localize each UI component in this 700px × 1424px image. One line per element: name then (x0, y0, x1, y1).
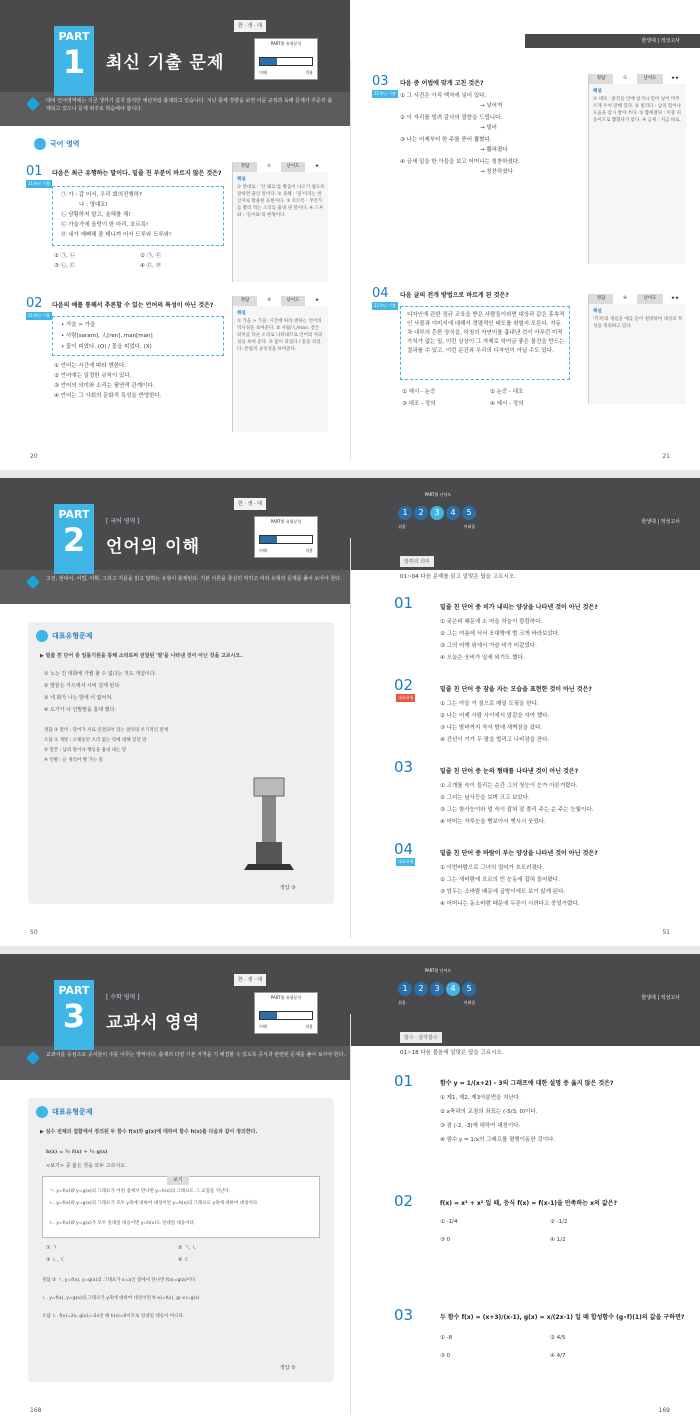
choice[interactable]: ② 언어에는 일정한 규칙이 있다. (54, 373, 132, 379)
choice[interactable]: ① -8 (440, 1335, 453, 1341)
intro-text: 고전, 현대어, 어법, 어휘, 그리고 지문을 읽고 답하는 유형이 출제된다. 기본 이론을 충실히 익히고 여러 유형의 문제를 풀어 보아야 한다. (46, 576, 342, 582)
choice[interactable]: ① -1/4 (440, 1219, 458, 1225)
choice[interactable]: ④ 4/7 (550, 1353, 566, 1359)
card-note: ④ 인발 : 들 정리어 발 가는 말 (44, 758, 104, 763)
brand: 한생대 | 적성고사 (641, 519, 680, 525)
explain-title: 해설 (593, 89, 602, 94)
part-box (54, 26, 94, 96)
card-title (36, 1106, 93, 1118)
brand: 한생대 | 적성고사 (641, 38, 680, 44)
question-number: 03 (394, 758, 414, 776)
part-label: PART (58, 30, 90, 43)
choice[interactable]: ④ 금세 일을 한 아들을 보고 어머니는 칭찬하셨다. (400, 159, 520, 165)
diamond-icon (26, 97, 40, 111)
card-answer: 정답 ② (280, 1365, 296, 1371)
circles-title: PART별 난이도 (424, 968, 452, 973)
example-box (52, 316, 224, 356)
question-text: 다음은 최근 유행하는 말이다. 밑줄 친 부분이 바르지 않은 것은? (52, 170, 222, 177)
choice[interactable]: ④ 예시 - 정의 (490, 401, 524, 407)
question-number: 04 (372, 286, 389, 301)
question-text: 밑줄 친 단어 중 눈의 형태를 나타낸 것이 아닌 것은? (440, 768, 579, 775)
difficulty-label: 난이도 (637, 74, 663, 84)
chapter-title: 언어의 이해 (106, 537, 201, 557)
type-meter (254, 38, 318, 80)
page-number-left: 168 (30, 1407, 42, 1414)
section-head (34, 138, 80, 150)
level-circle: 2 (414, 506, 428, 520)
choice[interactable]: ② 4/5 (550, 1335, 566, 1341)
question-number: 01 (394, 594, 414, 612)
instructions: 01~18 다음 물음에 알맞은 답을 고르시오. (400, 1050, 504, 1056)
question-tag: 21학년 기출 (28, 181, 50, 186)
card-note: 정답 ② ㄱ. y=f(x), y=g(x)의 그래프가 x=a인 점에서 만나면 f(a)=g(a)이다. (42, 1278, 197, 1283)
chapter-tag: [ 수학 영역 ] (106, 994, 140, 1001)
answer-panel (232, 296, 328, 432)
meter-left: 이해 (259, 1024, 267, 1029)
answer-label: 정답 (233, 162, 257, 172)
card-icon (36, 1106, 48, 1118)
question-number: 03 (394, 1306, 414, 1324)
choice[interactable]: ③ 나는 밤비까지 자서 밤에 새벽잠을 잤다. (440, 725, 543, 731)
example-line: ㉣ 내가 예뻐해 줄 테니까 어서 드루와 드루와! (61, 232, 172, 238)
question-text: 두 함수 f(x) = (x+3)/(x-1), g(x) = x/(2x-1) 일 때 합성함수 (g∘f)(1)의 값을 구하면? (440, 1314, 685, 1321)
meter-title: PART별 유형분석 (270, 41, 302, 46)
level-circle: 5 (462, 506, 476, 520)
badge: 한 · 생 · 대 (234, 498, 266, 510)
choice[interactable]: ① 그는 아들 거 침으로 매일 도핑을 한다. (440, 701, 539, 707)
card-option[interactable]: ① ㄱ (46, 1245, 57, 1251)
card-title-label: 대표유형문제 (52, 632, 93, 640)
type-meter (254, 992, 318, 1034)
card-option[interactable]: ② ㄱ, ㄴ (178, 1245, 197, 1251)
explain-text: ① 앞대로 : '안 돼요'를 발음이 나오기 쉽도록 말하면 줄인 말이다. ② 올해 : '올'이라는 한 글자로 활용한 표현이다. ③ 호르륵 : 무언가를 빨리 먹는 소리를 흉내 낸 말이다. ④ 드루와 : '들어와'의 변형이다. (237, 185, 325, 218)
page-number-right: 51 (662, 929, 670, 936)
choice[interactable]: ② 그는 여름에 서서 포대밖에 벌 크게 바라보았다. (440, 631, 560, 637)
explain-text: '키치'의 개념을 예를 들어 설명하며 대상의 특성을 정의하고 있다. (593, 317, 683, 329)
part-box (54, 504, 94, 574)
choice[interactable]: ③ 그는 함사눈이라 멀 숙이 잡혀 잠 풀리 주는 순 주는 눈빛이다. (440, 807, 594, 813)
part-number: 3 (62, 997, 86, 1035)
question-text: 다음 글의 전개 방법으로 바르게 된 것은? (400, 292, 509, 299)
spread-gap (0, 470, 700, 478)
choice[interactable]: ① 언어는 시간에 따라 변한다. (54, 363, 127, 369)
diamond-icon (26, 1051, 40, 1065)
choice[interactable]: ④ 1/2 (550, 1237, 566, 1243)
choice[interactable]: ① 이번바람으로 그녀의 얼어가 흐트러졌다. (440, 865, 544, 871)
choice-fix: → 넣어져 (480, 103, 503, 109)
choice[interactable]: ③ 그의 어깨 위에서 가슬 비가 비같었다. (440, 643, 537, 649)
bogi-title: 보기 (167, 1176, 189, 1185)
level-max: 어려움 (463, 1000, 476, 1005)
brand: 한생대 | 적성고사 (641, 995, 680, 1001)
question-tag: 21학년 기출 (28, 313, 50, 318)
intro-text: 대비 언어영역에는 지금 생각기 쉽지 않지만 예년처럼 출제되고 있습니다. 지난 출제 경향을 보면 어문 규정과 독해 문제가 꾸준히 출제되고 있으니 문제 위주로 학습해야 합니다. (46, 98, 333, 112)
difficulty-label: 난이도 (281, 162, 305, 172)
topic-label: 함수 · 삼각함수 (400, 1032, 442, 1043)
choice[interactable]: ③ 언어의 의미와 소리는 필연적 관계이다. (54, 383, 155, 389)
card-option[interactable]: ④ 도가가 나 인발말을 홀대 했다. (44, 707, 116, 713)
meter-bar (259, 57, 313, 66)
page-divider (350, 60, 351, 460)
card-title-label: 대표유형문제 (52, 1108, 93, 1116)
question-text: 밑줄 친 단어 중 바람이 부는 양상을 나타낸 것이 아닌 것은? (440, 850, 598, 857)
choice-fix: → 뽑혀졌다 (480, 147, 508, 153)
answer-label: 정답 (589, 294, 613, 304)
card-option[interactable]: ② 말끝은 가으에서 시비 걸게 된다. (44, 683, 121, 689)
question-text: 다음의 예를 통해서 추론할 수 있는 언어의 특성이 아닌 것은? (52, 302, 214, 309)
meter-title: PART별 유형분석 (270, 519, 302, 524)
difficulty-stars: ★ (305, 296, 329, 306)
choice[interactable]: ④ 건넌이 기가 두 팔을 벌리고 나비잠을 잔다. (440, 737, 550, 743)
answer-panel (232, 162, 328, 282)
card-formula: h(x) = ½ f(x) + ½ g(x) (46, 1149, 108, 1155)
card-option[interactable]: ④ ㄷ (178, 1257, 189, 1263)
choice[interactable]: ③ 대조 - 정의 (402, 401, 436, 407)
passage-text: 디자인에 관한 정규 교육을 받은 사람들이라면 대상과 같은 흥속적인 사물과 이미지에 대해서 경멸적인 태도를 취할지 모른다. 자동차 내부의 흔한 장식을, 허청의 자연미를 흉내낸 것이 아무런 미적 가치가 없는 일, 이런 상상이 그 자체로 하여금 좋은 물건을 만드는 결과를 수 있고, 이런 문건과 우리의 디자인이 아닐 수도 있다. (407, 312, 565, 354)
card-question: ▶ 밑줄 친 단어 중 일몰기원을 통해 소리로써 전달된 '말'을 나타낸 것이 아닌 것을 고르시오. (40, 653, 243, 659)
difficulty-stars: ★★ (663, 294, 687, 304)
level-circle: 4 (446, 506, 460, 520)
badge: 한 · 생 · 대 (234, 974, 266, 986)
card-note: ② 말끝 : 남의 말이나 행동을 흉내 내는 말 (44, 748, 127, 753)
question-text: 밑줄 친 단어 중 비가 내리는 양상을 나타낸 것이 아닌 것은? (440, 604, 598, 611)
explain-title: 해설 (593, 309, 602, 314)
part-number: 1 (62, 43, 86, 81)
question-number: 03 (372, 74, 389, 89)
choice[interactable]: ② 이 자리를 빌려 감사의 말씀을 드립니다. (400, 115, 503, 121)
choice[interactable]: ③ 0 (440, 1353, 451, 1359)
card-question-2: <보기> 중 옳은 것을 모두 고르시오. (46, 1163, 127, 1169)
part-number: 2 (62, 521, 86, 559)
example-line: ㉡ 당황하지 말고, 올해를 해! (61, 212, 131, 218)
card-note: 오답 ① 게말 : 오랫동안 소리 없는 것에 대해 있던 말 (44, 738, 147, 743)
part-label: PART (58, 508, 90, 521)
choice[interactable]: ④ 어머니는 동소바람 때문에 두른이 시려다고 중얼거렸다. (440, 901, 580, 907)
choice[interactable]: ② -1/2 (550, 1219, 568, 1225)
chapter-title: 교과서 영역 (106, 1013, 201, 1033)
meter-left: 이해 (259, 70, 267, 75)
difficulty-label: 난이도 (637, 294, 663, 304)
question-tag: 대표유형 (398, 695, 414, 700)
example-card (28, 1098, 334, 1382)
level-circle: 4 (446, 982, 460, 996)
section-label: 국어 영역 (50, 140, 80, 148)
explain-title: 해설 (237, 177, 246, 182)
level-min: 쉬움 (398, 524, 406, 529)
question-number: 04 (394, 840, 414, 858)
answer-panel (588, 74, 686, 264)
question-text: 다음 중 어법에 맞게 고친 것은? (400, 80, 484, 87)
trophy-illustration (238, 772, 298, 872)
explain-text: ① 세다 : 물건을 안에 넣거나 밀어 넣어 머무르게 두어 말해 있다. ② 빌리다 : 남의 힘이나 도움을 잠시 받아 쓰다. ③ 뽑혀졌다 : 이중 피동이므로 뽑혔다가 맞다. ④ 금세 : 지금 바로. (593, 97, 681, 123)
part-box (54, 980, 94, 1050)
page-divider (350, 1014, 351, 1414)
question-tag: 대표유형 (398, 859, 414, 864)
badge: 한 · 생 · 대 (234, 20, 266, 32)
level-circle: 3 (430, 982, 444, 996)
choice[interactable]: ② 그는 새바람에 흐르의 빈 눈동에 잡혀 들어왔다. (440, 877, 560, 883)
choice[interactable]: ② ㉠, ㉢ (140, 253, 162, 259)
brand-strip (525, 34, 700, 48)
choice[interactable]: ② x축과의 교점의 좌표는 (-5/3, 0)이다. (440, 1109, 538, 1115)
example-line: • 가을 > 가을 (61, 322, 96, 328)
card-note: 오답 ㄷ. f(x)=2x, g(x)=-2x일 때 h(x)=0이므로 일대일 대응이 아니다. (42, 1314, 185, 1319)
spread-2 (0, 478, 700, 946)
level-circle: 5 (462, 982, 476, 996)
spread-gap (0, 946, 700, 954)
passage-box (400, 306, 570, 380)
card-option[interactable]: ③ 네 화가 나는 말에 이 없어져. (44, 695, 113, 701)
explain-text: ① 가을 > 가을: 시간에 따라 변하는 언어의 역사성을 보여준다. ② 사람/人/man: 같은 의미를 다른 소리로 나타내므로 언어의 자의성을 보여 준다. ③ 꽃이 피었다 / 꽃을 피었다: 문법적 규칙성을 보여준다. (237, 319, 323, 352)
bogi-line: ㄴ. y=f(x)와 y=g(x)의 그래프가 모두 y축에 대하여 대칭이면 y=h(x)의 그래프도 y축에 대하여 대칭이다. (49, 1201, 259, 1206)
example-box (52, 186, 224, 246)
choice-fix: → 빌어 (480, 125, 497, 131)
difficulty-stars: ★ (305, 162, 329, 172)
choice-fix: → 칭찬하셨다 (480, 169, 513, 175)
card-title (36, 630, 93, 642)
choice[interactable]: ① 예시 - 논증 (402, 389, 436, 395)
question-text: f(x) = x³ + x² 일 때, 등식 f(x) = f(x-1)을 만족하는 x의 값은? (440, 1200, 617, 1207)
spread-3 (0, 954, 700, 1424)
card-note: 정답 ③ 말미 : 단어가 서로 연결되어 있는 앞뒤의 우기적인 관계 (44, 728, 169, 733)
bogi-line: ㄷ. y=f(x)와 y=g(x)가 모두 일대일 대응이면 y=h(x)도 일대일 대응이다. (49, 1221, 196, 1226)
choice[interactable]: ② 그녀는 날사등을 보며 크고 보았다. (440, 795, 530, 801)
intro-text: 교과서를 중심으로 공식들이 주를 이루는 영역이다. 출제의 다양 기본 자격을 기 해결할 수 있도록 공식과 관련된 문제를 풀어 보아야 한다. (46, 1052, 346, 1058)
diamond-icon (26, 575, 40, 589)
answer-label: 정답 (589, 74, 613, 84)
circles-title: PART별 난이도 (424, 492, 452, 497)
choice[interactable]: ① 궂은비 때문에 소 마을 하늘이 캄캄하다. (440, 619, 543, 625)
example-line: • 꽃이 피었다. (O) / 꽃을 피었다. (X) (61, 344, 152, 350)
choice[interactable]: ④ 함수 y = 1/x의 그래프를 평행이동한 것이다. (440, 1137, 556, 1143)
difficulty-label: 난이도 (281, 296, 305, 306)
topic-label: 말투의 의미 (400, 556, 434, 567)
level-circle: 1 (398, 982, 412, 996)
type-meter (254, 516, 318, 558)
meter-title: PART별 유형분석 (270, 995, 302, 1000)
bogi-line: ㄱ. y=f(x)와 y=g(x)의 그래프가 어떤 점에서 만나면 y=h(x)의 그래프도 그 교점을 지난다. (49, 1189, 231, 1194)
page-number-left: 20 (30, 453, 38, 460)
level-circle: 2 (414, 982, 428, 996)
choice[interactable]: ③ 엄두는 소바람 때문에 급방이에도 보이 않게 된다. (440, 889, 566, 895)
choice[interactable]: ③ 점 (-2, -3)에 대하여 대칭이다. (440, 1123, 521, 1129)
meter-right: 적용 (305, 70, 313, 75)
meter-bar (259, 535, 313, 544)
question-number: 01 (394, 1072, 414, 1090)
choice[interactable]: ④ 오늘은 웃비가 일세 외기도 했다. (440, 655, 525, 661)
card-option[interactable]: ① 노는 진 대화에 가볍 할 수 없다는 것도 개념이다. (44, 671, 157, 677)
meter-right: 적용 (305, 1024, 313, 1029)
choice[interactable]: ④ 어머는 자루눈을 빵보아서 옛시시 웃었다. (440, 819, 546, 825)
question-text: 밑줄 친 단어 중 잠을 자는 모습을 표현한 것이 아닌 것은? (440, 686, 592, 693)
difficulty-circles (398, 492, 478, 534)
example-card (28, 622, 334, 904)
question-tag: 21학년 기출 (374, 91, 396, 96)
question-number: 02 (394, 1192, 414, 1210)
choice[interactable]: ① 고개를 숙이 들리는 순간 그의 첫눈이 눈가 아른거렸다. (440, 783, 578, 789)
instructions: 01~04 다음 문제를 읽고 알맞은 답을 고르시오. (400, 574, 516, 580)
example-line: • 사람[saram], 人[ren], man[man] (61, 333, 153, 339)
card-icon (36, 630, 48, 642)
question-text: 함수 y = 1/(x+2) - 3의 그래프에 대한 설명 중 옳지 않은 것은? (440, 1080, 614, 1087)
level-circle: 3 (430, 506, 444, 520)
choice[interactable]: ② 나는 어제 사람 사이에서 말같을 자야 했다. (440, 713, 550, 719)
card-note: ㄴ. y=f(x), y=g(x)의 그래프가 y축에 대하여 대칭이면 f(-x)=f(x), g(-x)=g(x) (42, 1296, 200, 1301)
answer-panel (588, 294, 686, 404)
meter-bar (259, 1011, 313, 1020)
example-line: ㉢ 가을가에 올랑이 한 마리, 호르륵! (61, 222, 149, 228)
choice[interactable]: ③ ㉡, ㉢ (54, 263, 76, 269)
intro-band (0, 92, 350, 126)
choice[interactable]: ④ ㉢, ㉣ (140, 263, 162, 269)
card-option[interactable]: ③ ㄴ, ㄷ (46, 1257, 65, 1263)
choice[interactable]: ④ 언어는 그 사회의 문화적 특성을 반영한다. (54, 393, 162, 399)
question-number: 02 (26, 296, 43, 311)
question-tag: 21학년 기출 (374, 303, 396, 308)
choice[interactable]: ③ 0 (440, 1237, 451, 1243)
choice[interactable]: ② 논증 - 대조 (490, 389, 524, 395)
level-min: 쉬움 (398, 1000, 406, 1005)
page-number-right: 169 (658, 1407, 670, 1414)
answer-value: ④ (613, 294, 637, 304)
difficulty-stars: ★★ (663, 74, 687, 84)
question-number: 01 (26, 164, 43, 179)
explain-title: 해설 (237, 311, 246, 316)
card-answer: 정답 ③ (280, 885, 296, 891)
spread-1 (0, 0, 700, 470)
part-label: PART (58, 984, 90, 997)
example-line: 나 : 영대요! (79, 202, 108, 208)
card-question: ▶ 실수 전체의 집합에서 정의된 두 함수 f(x)와 g(x)에 대하여 함수 h(x)를 다음과 같이 정의한다. (40, 1129, 258, 1135)
level-max: 어려움 (463, 524, 476, 529)
answer-value: ① (257, 162, 281, 172)
answer-value: ③ (257, 296, 281, 306)
page-number-right: 21 (662, 453, 670, 460)
answer-label: 정답 (233, 296, 257, 306)
question-number: 02 (394, 676, 414, 694)
choice[interactable]: ① ㉠, ㉡ (54, 253, 76, 259)
page-number-left: 50 (30, 929, 38, 936)
section-icon (34, 138, 46, 150)
choice[interactable]: ③ 나는 어제부터 한 주를 뜯어 뽑혔다. (400, 137, 492, 143)
answer-value: ① (613, 74, 637, 84)
level-circle: 1 (398, 506, 412, 520)
chapter-title: 최신 기출 문제 (106, 53, 225, 73)
example-line: ㉠ 가 : 갑 어서, 우리 회의진행하? (61, 192, 142, 198)
chapter-tag: [ 국어 영역 ] (106, 518, 140, 525)
meter-left: 이해 (259, 548, 267, 553)
bogi-box (42, 1176, 320, 1238)
choice[interactable]: ① 제1, 제2, 제3사분면을 지난다. (440, 1095, 521, 1101)
page-divider (350, 538, 351, 938)
choice[interactable]: ① 그 사진은 아직 액자에 넣어 있다. (400, 93, 487, 99)
difficulty-circles (398, 968, 478, 1010)
meter-right: 적용 (305, 548, 313, 553)
